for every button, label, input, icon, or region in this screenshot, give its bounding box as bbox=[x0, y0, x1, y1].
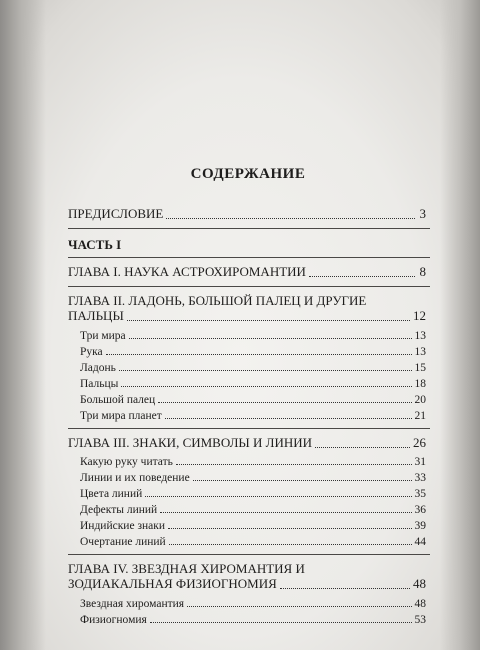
dot-leader bbox=[315, 447, 410, 448]
toc-subentry-page: 13 bbox=[414, 330, 426, 342]
toc-entry-label: ПАЛЬЦЫ bbox=[68, 308, 124, 323]
toc-entry-page: 48 bbox=[413, 576, 426, 591]
dot-leader bbox=[158, 402, 411, 403]
divider bbox=[68, 428, 430, 429]
toc-subentry bbox=[80, 472, 426, 484]
toc-entry-page: 26 bbox=[413, 435, 426, 450]
dot-leader bbox=[129, 338, 412, 339]
toc-subentry-page: 21 bbox=[414, 410, 426, 422]
divider bbox=[68, 257, 430, 258]
toc-subentry bbox=[80, 598, 426, 610]
table-of-contents bbox=[68, 0, 428, 650]
dot-leader bbox=[168, 528, 412, 529]
toc-subentry bbox=[80, 330, 426, 342]
toc-subentry-page: 33 bbox=[414, 472, 426, 484]
toc-subentry-page: 31 bbox=[414, 456, 426, 468]
toc-subentry-page: 20 bbox=[414, 394, 426, 406]
toc-subentry bbox=[80, 394, 426, 406]
toc-subentry-page: 53 bbox=[414, 614, 426, 626]
toc-subentry-label: Звездная хиромантия bbox=[80, 598, 185, 610]
toc-subentry-label: Цвета линий bbox=[80, 488, 143, 500]
dot-leader bbox=[145, 496, 411, 497]
divider bbox=[68, 286, 430, 287]
toc-subentry bbox=[80, 614, 426, 626]
toc-subentry bbox=[80, 456, 426, 468]
toc-subentry-page: 39 bbox=[414, 520, 426, 532]
toc-subentry bbox=[80, 362, 426, 374]
dot-leader bbox=[176, 464, 412, 465]
toc-subentry bbox=[80, 346, 426, 358]
toc-entry-chapter-4-line1: ГЛАВА IV. ЗВЕЗДНАЯ ХИРОМАНТИЯ И bbox=[68, 561, 305, 576]
toc-entry-label: ГЛАВА III. ЗНАКИ, СИМВОЛЫ И ЛИНИИ bbox=[68, 435, 313, 450]
part-heading: ЧАСТЬ I bbox=[68, 237, 122, 252]
toc-subentry bbox=[80, 520, 426, 532]
toc-title: СОДЕРЖАНИЕ bbox=[190, 166, 306, 182]
dot-leader bbox=[280, 588, 410, 589]
dot-leader bbox=[166, 218, 415, 219]
divider bbox=[68, 554, 430, 555]
page-gutter-shadow bbox=[0, 0, 46, 650]
toc-entry-chapter-2 bbox=[68, 308, 426, 324]
toc-entry-chapter-4 bbox=[68, 576, 426, 592]
toc-subentry-page: 13 bbox=[414, 346, 426, 358]
toc-entry-chapter-1 bbox=[68, 264, 426, 280]
dot-leader bbox=[121, 386, 411, 387]
toc-subentry-label: Три мира планет bbox=[80, 410, 162, 422]
toc-subentry-label: Дефекты линий bbox=[80, 504, 158, 516]
dot-leader bbox=[106, 354, 412, 355]
toc-subentry bbox=[80, 410, 426, 422]
toc-entry-chapter-2-line1: ГЛАВА II. ЛАДОНЬ, БОЛЬШОЙ ПАЛЕЦ И ДРУГИЕ bbox=[68, 293, 367, 308]
toc-entry-chapter-3 bbox=[68, 435, 426, 451]
toc-subentry-label: Какую руку читать bbox=[80, 456, 173, 468]
toc-subentry-label: Пальцы bbox=[80, 378, 119, 390]
toc-subentry-label: Линии и их поведение bbox=[80, 472, 190, 484]
divider bbox=[68, 228, 430, 229]
toc-entry-label: ГЛАВА I. НАУКА АСТРОХИРОМАНТИИ bbox=[68, 264, 306, 279]
toc-subentry bbox=[80, 536, 426, 548]
toc-entry-label: ЗОДИАКАЛЬНАЯ ФИЗИОГНОМИЯ bbox=[68, 576, 277, 591]
toc-subentry bbox=[80, 504, 426, 516]
page-edge-shadow bbox=[440, 0, 480, 650]
dot-leader bbox=[309, 276, 415, 277]
toc-subentry-page: 36 bbox=[414, 504, 426, 516]
toc-subentry-page: 44 bbox=[414, 536, 426, 548]
toc-entry-page: 8 bbox=[419, 264, 426, 279]
toc-subentry-label: Индийские знаки bbox=[80, 520, 165, 532]
dot-leader bbox=[160, 512, 411, 513]
toc-entry-preface bbox=[68, 206, 426, 222]
dot-leader bbox=[169, 544, 412, 545]
toc-subentry-page: 18 bbox=[414, 378, 426, 390]
toc-entry-page: 12 bbox=[413, 308, 426, 323]
toc-subentry bbox=[80, 488, 426, 500]
toc-subentry-label: Рука bbox=[80, 346, 103, 358]
dot-leader bbox=[127, 320, 410, 321]
dot-leader bbox=[193, 480, 412, 481]
toc-subentry-page: 15 bbox=[414, 362, 426, 374]
toc-subentry-label: Очертание линий bbox=[80, 536, 166, 548]
dot-leader bbox=[165, 418, 412, 419]
toc-entry-label: ПРЕДИСЛОВИЕ bbox=[68, 206, 164, 221]
toc-subentry-label: Большой палец bbox=[80, 394, 156, 406]
toc-subentry bbox=[80, 378, 426, 390]
dot-leader bbox=[150, 622, 412, 623]
dot-leader bbox=[187, 606, 411, 607]
dot-leader bbox=[119, 370, 412, 371]
toc-subentry-page: 35 bbox=[414, 488, 426, 500]
toc-subentry-label: Физиогномия bbox=[80, 614, 147, 626]
toc-subentry-page: 48 bbox=[414, 598, 426, 610]
toc-entry-page: 3 bbox=[419, 206, 426, 221]
toc-subentry-label: Ладонь bbox=[80, 362, 116, 374]
toc-subentry-label: Три мира bbox=[80, 330, 126, 342]
